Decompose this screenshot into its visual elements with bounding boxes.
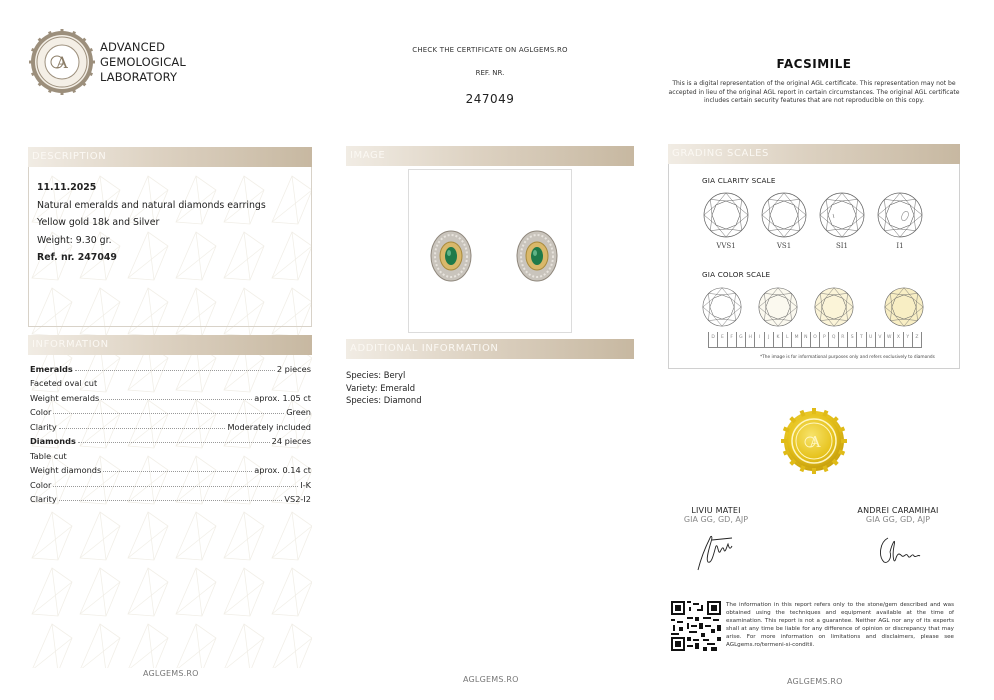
- grading-scales-section-header: GRADING SCALES: [668, 144, 960, 164]
- info-value: 2 pieces: [276, 363, 311, 374]
- info-row: [30, 388, 311, 403]
- agl-seal-icon: [28, 28, 96, 96]
- info-value: Moderately included: [227, 421, 311, 432]
- info-value: 24 pieces: [271, 436, 311, 446]
- signatory-2: [828, 506, 968, 576]
- earring-left: [431, 231, 471, 281]
- info-row: [30, 403, 311, 418]
- description-ref-number: Ref. nr. 247049: [37, 252, 117, 264]
- lab-name-line: ADVANCED: [100, 39, 166, 54]
- info-key: Weight diamonds: [30, 465, 102, 475]
- certificate-date: 11.11.2025: [37, 182, 97, 193]
- info-row: [30, 417, 311, 432]
- diamond-icon: [877, 192, 923, 238]
- clarity-stone-si1: [819, 192, 865, 250]
- information-table: [30, 359, 311, 504]
- signatory-credentials: GIA GG, GD, AJP: [865, 515, 931, 524]
- gold-seal-icon: [780, 407, 848, 475]
- ref-number-label: REF. NR.: [475, 69, 505, 77]
- facsimile-title: FACSIMILE: [776, 57, 852, 71]
- info-value: aprox. 0.14 ct: [254, 465, 311, 475]
- qr-code[interactable]: [671, 601, 721, 651]
- clarity-stone-vs1: [761, 192, 807, 250]
- clarity-stone-vvs1: [703, 192, 749, 250]
- info-key: Weight emeralds: [30, 392, 100, 403]
- diamond-icon: [884, 287, 924, 327]
- diamond-icon: [814, 287, 854, 327]
- signature-icon: [692, 532, 752, 572]
- clarity-stone-i1: [877, 192, 923, 250]
- clarity-label: I1: [896, 242, 904, 250]
- signatory-1: [646, 506, 786, 576]
- diamond-icon: [703, 192, 749, 238]
- color-scale-title: GIA COLOR SCALE: [702, 270, 771, 279]
- footer-website-left: AGLGEMS.RO: [143, 669, 199, 678]
- earrings-image: [409, 170, 573, 334]
- facsimile-notice: This is a digital representation of the original AGL certificate. This representation may not be accepted in lieu of the original AGL report in certain circumstances. The original AGL certificate includes certain security features that are not reproducible on this copy.: [668, 80, 960, 105]
- clarity-label: VS1: [776, 242, 792, 250]
- svg-text:A: A: [56, 53, 68, 72]
- grading-scale-note: *The image is for informational purposes only and refers exclusively to diamonds: [760, 355, 935, 360]
- color-stone-colorless: [702, 287, 742, 331]
- info-row: [30, 359, 311, 374]
- item-weight: Weight: 9.30 gr.: [37, 234, 112, 246]
- clarity-scale-title: GIA CLARITY SCALE: [702, 176, 776, 185]
- color-stone-light: [884, 287, 924, 331]
- check-certificate-text: CHECK THE CERTIFICATE ON AGLGEMS.RO: [412, 46, 568, 54]
- diamond-icon: [702, 287, 742, 327]
- info-key: Emeralds: [30, 363, 73, 374]
- info-value: VS2-I2: [284, 494, 311, 504]
- info-key: Color: [30, 479, 52, 490]
- signatory-name: LIVIU MATEI: [691, 506, 741, 515]
- information-section-header: INFORMATION: [28, 335, 312, 355]
- image-section-header: IMAGE: [346, 146, 634, 166]
- info-row: [30, 374, 311, 389]
- ref-number: 247049: [465, 92, 515, 106]
- additional-info-section-header: ADDITIONAL INFORMATION: [346, 339, 634, 359]
- footer-website-middle: AGLGEMS.RO: [463, 675, 519, 684]
- color-scale-ruler: D E F G H I J K L M N O P Q R S T U V W X Y Z: [708, 332, 922, 348]
- footer-website-right: AGLGEMS.RO: [787, 677, 843, 686]
- description-content: [37, 182, 266, 270]
- info-row: [30, 490, 311, 505]
- info-key: Color: [30, 407, 52, 417]
- info-key: Diamonds: [30, 436, 76, 446]
- color-stone-faint: [814, 287, 854, 331]
- clarity-label: SI1: [835, 242, 848, 250]
- info-value: aprox. 1.05 ct: [254, 392, 311, 403]
- earrings-photo: [408, 169, 572, 333]
- earring-right: [517, 231, 557, 281]
- info-key: Faceted oval cut: [30, 378, 98, 388]
- info-value: Green: [286, 407, 311, 417]
- lab-name: [100, 40, 186, 85]
- metal-description: Yellow gold 18k and Silver: [37, 217, 160, 229]
- signature-icon: [872, 532, 932, 572]
- lab-logo: [28, 28, 186, 96]
- info-row: [30, 461, 311, 476]
- info-row: [30, 446, 311, 461]
- variety-emerald: Variety: Emerald: [346, 382, 416, 393]
- signatory-name: ANDREI CARAMIHAI: [857, 506, 939, 515]
- legal-disclaimer: The information in this report refers only to the stone/gem described and was obtained using the techniques and equipment available at the time of examination. This report is not a guarantee. Neither AGL nor any of its experts shall at any time be liable for any difference of opinion or discrepancy that may arise. For more information on limitations and disclaimers, please see AGLgems.ro/termeni-si-conditii.: [726, 602, 954, 648]
- signatory-credentials: GIA GG, GD, AJP: [683, 515, 749, 524]
- description-section-header: DESCRIPTION: [28, 147, 312, 167]
- additional-info-content: [346, 370, 422, 408]
- diamond-icon: [758, 287, 798, 327]
- item-description: Natural emeralds and natural diamonds earrings: [37, 199, 266, 211]
- info-row: [30, 475, 311, 490]
- diamond-icon: [819, 192, 865, 238]
- color-stone-near-colorless: [758, 287, 798, 331]
- lab-name-line: LABORATORY: [100, 69, 178, 84]
- info-key: Clarity: [30, 421, 57, 432]
- clarity-label: VVS1: [716, 242, 736, 250]
- info-key: Clarity: [30, 494, 57, 504]
- info-key: Table cut: [30, 450, 67, 461]
- info-value: I-K: [300, 479, 311, 490]
- info-row: [30, 432, 311, 447]
- svg-text:A: A: [809, 433, 821, 451]
- species-diamond: Species: Diamond: [346, 395, 422, 406]
- lab-name-line: GEMOLOGICAL: [100, 54, 186, 69]
- diamond-icon: [761, 192, 807, 238]
- species-beryl: Species: Beryl: [346, 370, 406, 380]
